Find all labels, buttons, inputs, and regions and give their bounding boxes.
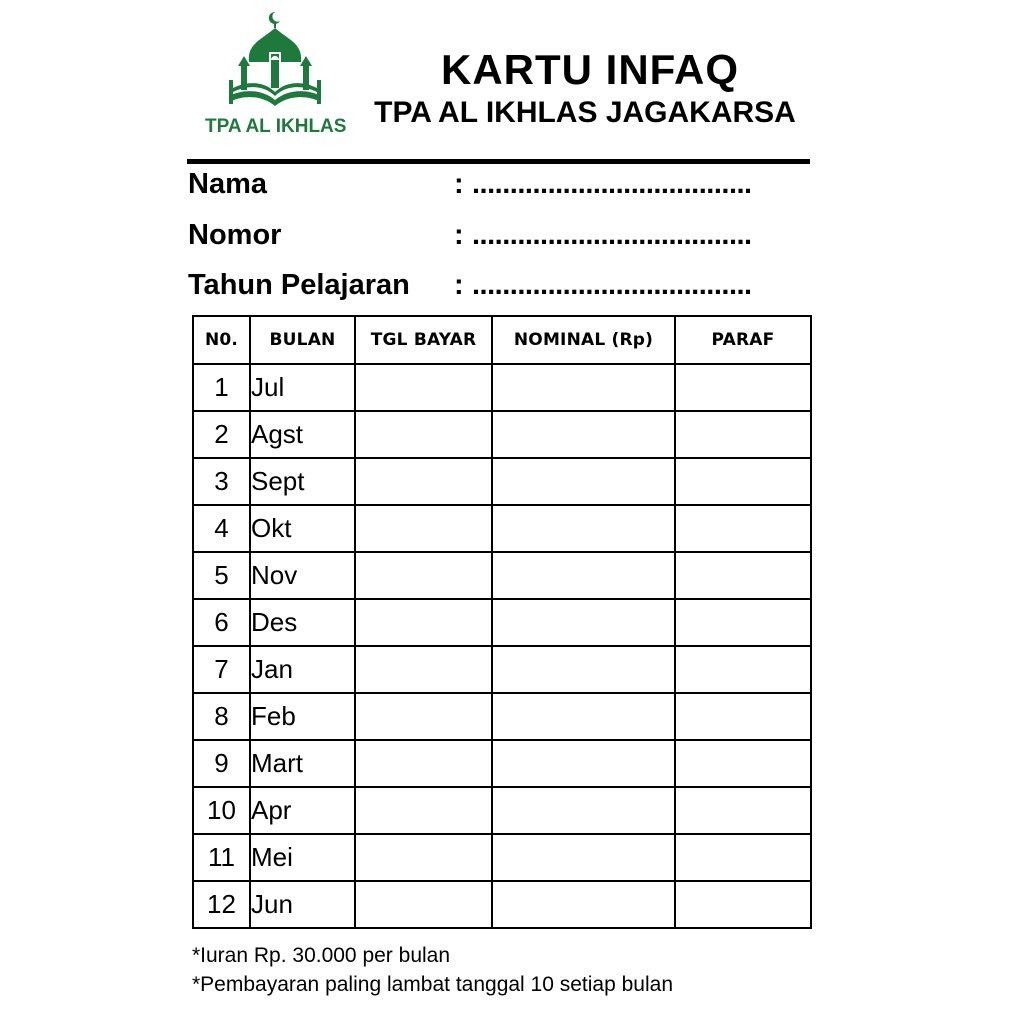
cell-no: 11 (193, 834, 250, 881)
cell-nominal[interactable] (492, 505, 675, 552)
cell-tgl-bayar[interactable] (355, 646, 492, 693)
cell-bulan: Nov (250, 552, 355, 599)
header-nominal: NOMINAL (Rp) (492, 316, 675, 364)
cell-no: 9 (193, 740, 250, 787)
card-subtitle: TPA AL IKHLAS JAGAKARSA (374, 96, 796, 129)
field-fill-line[interactable]: ..................................... (472, 219, 752, 251)
table-row (193, 693, 811, 740)
field-label: Nama (188, 168, 267, 200)
cell-paraf[interactable] (675, 881, 811, 928)
cell-bulan: Apr (250, 787, 355, 834)
cell-tgl-bayar[interactable] (355, 458, 492, 505)
cell-tgl-bayar[interactable] (355, 740, 492, 787)
note-fee: *Iuran Rp. 30.000 per bulan (192, 944, 451, 967)
cell-paraf[interactable] (675, 834, 811, 881)
field-fill-line[interactable]: ..................................... (472, 269, 752, 301)
field-fill-line[interactable]: ..................................... (472, 168, 752, 200)
cell-bulan: Mei (250, 834, 355, 881)
cell-tgl-bayar[interactable] (355, 552, 492, 599)
cell-bulan: Feb (250, 693, 355, 740)
cell-nominal[interactable] (492, 364, 675, 411)
field-label: Tahun Pelajaran (188, 269, 410, 301)
table-row (193, 740, 811, 787)
cell-nominal[interactable] (492, 411, 675, 458)
cell-bulan: Mart (250, 740, 355, 787)
cell-no: 6 (193, 599, 250, 646)
field-nomor (188, 219, 818, 259)
cell-tgl-bayar[interactable] (355, 364, 492, 411)
cell-tgl-bayar[interactable] (355, 505, 492, 552)
header-tgl-bayar: TGL BAYAR (355, 316, 492, 364)
cell-tgl-bayar[interactable] (355, 834, 492, 881)
cell-no: 8 (193, 693, 250, 740)
cell-nominal[interactable] (492, 693, 675, 740)
field-colon: : (454, 219, 464, 251)
cell-no: 12 (193, 881, 250, 928)
header-no: N0. (193, 316, 250, 364)
cell-no: 5 (193, 552, 250, 599)
logo (205, 10, 345, 142)
table-header-row (193, 316, 811, 364)
table-row (193, 787, 811, 834)
table-row (193, 505, 811, 552)
cell-paraf[interactable] (675, 552, 811, 599)
cell-bulan: Agst (250, 411, 355, 458)
table-row (193, 458, 811, 505)
cell-nominal[interactable] (492, 787, 675, 834)
cell-tgl-bayar[interactable] (355, 881, 492, 928)
table-row (193, 646, 811, 693)
cell-paraf[interactable] (675, 364, 811, 411)
cell-paraf[interactable] (675, 693, 811, 740)
table-row (193, 364, 811, 411)
infaq-table (192, 315, 812, 929)
table-row (193, 411, 811, 458)
card-title: KARTU INFAQ (441, 46, 739, 93)
cell-paraf[interactable] (675, 599, 811, 646)
cell-no: 3 (193, 458, 250, 505)
cell-paraf[interactable] (675, 787, 811, 834)
cell-nominal[interactable] (492, 458, 675, 505)
table-row (193, 881, 811, 928)
field-colon: : (454, 269, 464, 301)
cell-bulan: Des (250, 599, 355, 646)
cell-tgl-bayar[interactable] (355, 411, 492, 458)
header-paraf: PARAF (675, 316, 811, 364)
cell-bulan: Jun (250, 881, 355, 928)
cell-no: 10 (193, 787, 250, 834)
cell-no: 1 (193, 364, 250, 411)
cell-bulan: Sept (250, 458, 355, 505)
table-row (193, 599, 811, 646)
cell-tgl-bayar[interactable] (355, 787, 492, 834)
cell-nominal[interactable] (492, 881, 675, 928)
field-tahun-pelajaran (188, 269, 818, 309)
field-nama (188, 168, 818, 208)
cell-paraf[interactable] (675, 740, 811, 787)
cell-bulan: Jan (250, 646, 355, 693)
cell-paraf[interactable] (675, 458, 811, 505)
cell-no: 7 (193, 646, 250, 693)
cell-bulan: Jul (250, 364, 355, 411)
logo-text: TPA AL IKHLAS (205, 116, 347, 137)
note-deadline: *Pembayaran paling lambat tanggal 10 setiap bulan (192, 973, 674, 996)
cell-nominal[interactable] (492, 834, 675, 881)
mosque-book-icon (205, 10, 345, 116)
cell-nominal[interactable] (492, 740, 675, 787)
cell-no: 2 (193, 411, 250, 458)
cell-nominal[interactable] (492, 599, 675, 646)
cell-nominal[interactable] (492, 646, 675, 693)
cell-bulan: Okt (250, 505, 355, 552)
cell-paraf[interactable] (675, 505, 811, 552)
header-divider (187, 159, 810, 164)
table-row (193, 552, 811, 599)
field-label: Nomor (188, 219, 282, 251)
cell-tgl-bayar[interactable] (355, 599, 492, 646)
table-row (193, 834, 811, 881)
header-bulan: BULAN (250, 316, 355, 364)
field-colon: : (454, 168, 464, 200)
cell-paraf[interactable] (675, 646, 811, 693)
cell-tgl-bayar[interactable] (355, 693, 492, 740)
cell-paraf[interactable] (675, 411, 811, 458)
cell-nominal[interactable] (492, 552, 675, 599)
cell-no: 4 (193, 505, 250, 552)
